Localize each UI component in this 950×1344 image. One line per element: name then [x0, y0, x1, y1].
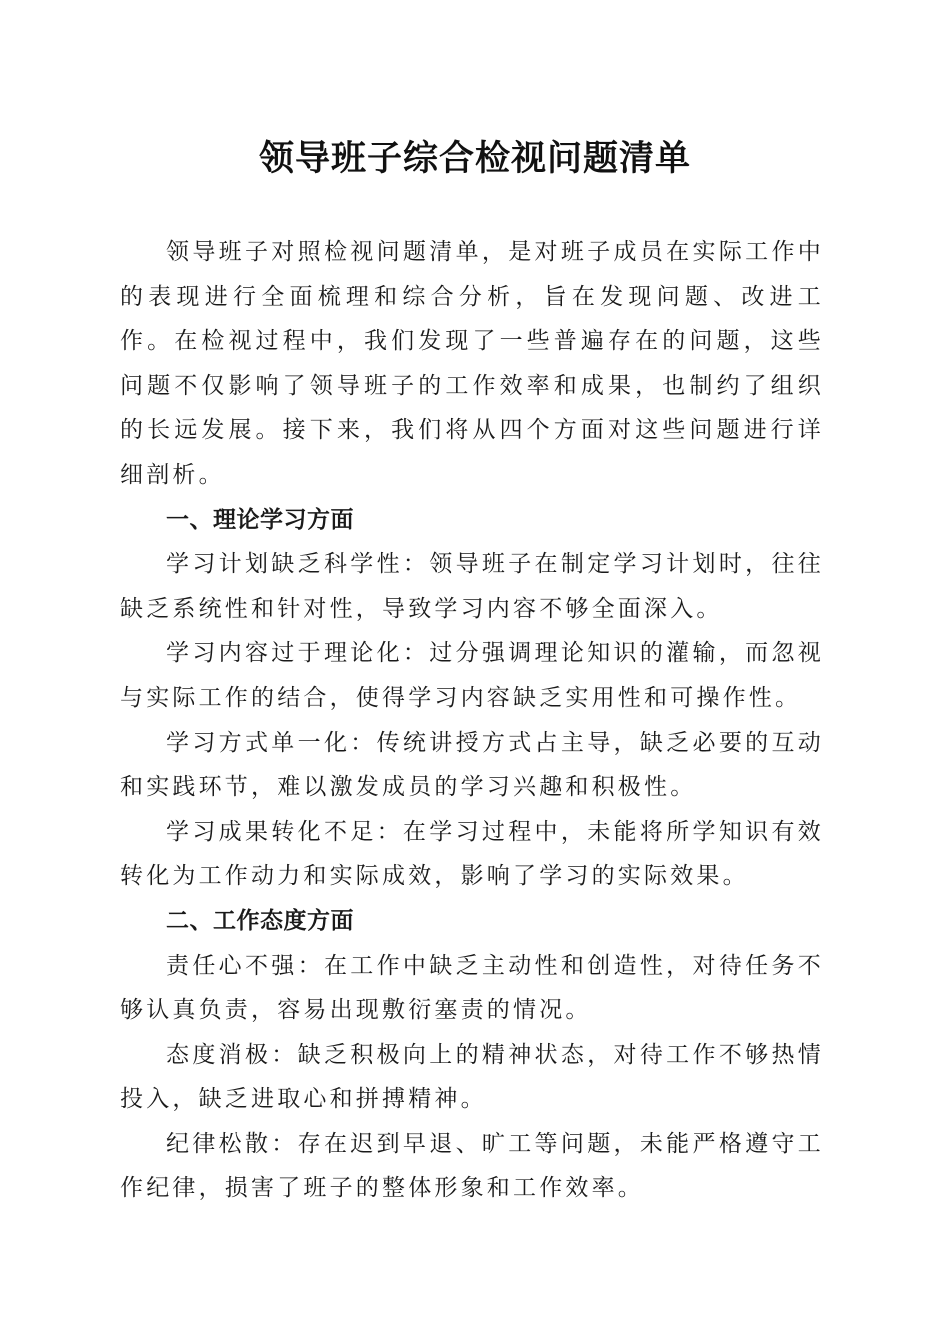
item-label: 学习内容过于理论化：: [166, 640, 430, 667]
item-label: 责任心不强：: [166, 952, 324, 979]
item-paragraph: [120, 810, 824, 899]
intro-paragraph: 领导班子对照检视问题清单，是对班子成员在实际工作中的表现进行全面梳理和综合分析，旨在发现问题、改进工作。在检视过程中，我们发现了一些普遍存在的问题，这些问题不仅影响了领导班子的工作效率和成果，也制约了组织的长远发展。接下来，我们将从四个方面对这些问题进行详细剖析。: [120, 239, 824, 488]
item-paragraph: [120, 631, 824, 720]
document-title: 领导班子综合检视问题清单: [258, 138, 691, 179]
item-label: 纪律松散：: [166, 1130, 298, 1157]
item-paragraph: [120, 1122, 824, 1211]
item-text: 领导班子在制定学习计划时，往往缺乏系统性和针对性，导致学习内容不够全面深入。: [120, 551, 824, 622]
item-text: 传统讲授方式占主导，缺乏必要的互动和实践环节，难以激发成员的学习兴趣和积极性。: [120, 729, 824, 801]
item-paragraph: [120, 721, 824, 810]
item-text: 在学习过程中，未能将所学知识有效转化为工作动力和实际成效，影响了学习的实际效果。: [120, 818, 824, 890]
item-text: 存在迟到早退、旷工等问题，未能严格遵守工作纪律，损害了班子的整体形象和工作效率。: [120, 1130, 824, 1202]
section-heading-attitude: 二、工作态度方面: [166, 907, 354, 934]
item-text: 在工作中缺乏主动性和创造性，对待任务不够认真负责，容易出现敷衍塞责的情况。: [120, 952, 824, 1024]
document-body: [120, 230, 824, 1211]
item-paragraph: [120, 542, 824, 631]
item-text: 缺乏积极向上的精神状态，对待工作不够热情投入，缺乏进取心和拼搏精神。: [120, 1041, 824, 1113]
section-heading-theory: 一、理论学习方面: [166, 506, 354, 533]
item-paragraph: [120, 1033, 824, 1122]
item-label: 学习成果转化不足：: [166, 818, 403, 845]
item-label: 态度消极：: [166, 1041, 298, 1068]
item-paragraph: [120, 944, 824, 1033]
item-text: 过分强调理论知识的灌输，而忽视与实际工作的结合，使得学习内容缺乏实用性和可操作性。: [120, 640, 824, 711]
item-label: 学习计划缺乏科学性：: [166, 551, 430, 578]
item-label: 学习方式单一化：: [166, 729, 377, 756]
